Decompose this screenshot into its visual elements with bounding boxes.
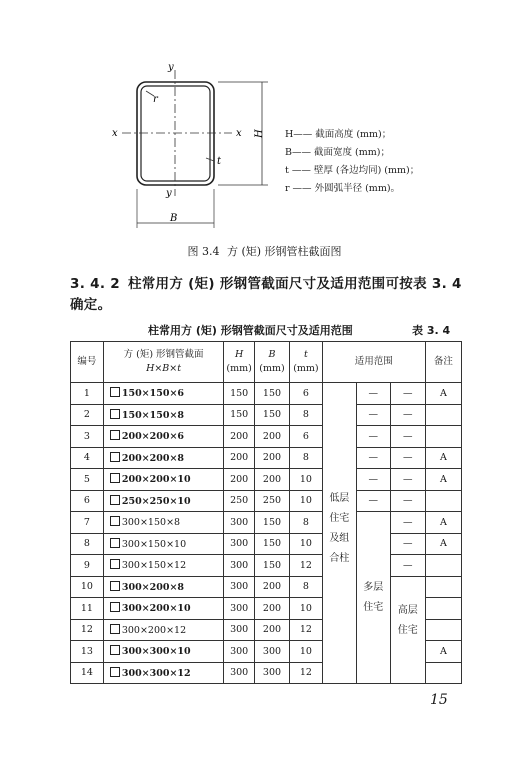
cell-b: 200	[254, 598, 289, 620]
cell-no: 4	[71, 447, 104, 469]
square-icon	[110, 538, 120, 548]
cell-no: 2	[71, 404, 104, 426]
cell-no: 9	[71, 555, 104, 577]
square-icon	[110, 387, 120, 397]
cell-b: 300	[254, 662, 289, 684]
cell-h: 200	[224, 447, 255, 469]
cell-no: 14	[71, 662, 104, 684]
cell-scope-mid-label: 多层 住宅	[356, 512, 390, 684]
square-icon	[110, 581, 120, 591]
label-h: H	[254, 129, 265, 138]
cell-scope-high: —	[390, 512, 425, 534]
cell-section: 200×200×10	[103, 469, 223, 491]
table-number: 表 3. 4	[412, 324, 451, 337]
label-r: r	[153, 94, 158, 105]
cell-section: 300×200×12	[103, 619, 223, 641]
cell-h: 300	[224, 598, 255, 620]
legend-h: H—— 截面高度 (mm)；	[285, 129, 392, 140]
cell-h: 200	[224, 426, 255, 448]
section-paragraph	[70, 274, 470, 316]
square-icon	[110, 409, 120, 419]
square-icon	[110, 473, 120, 483]
cell-t: 12	[290, 662, 323, 684]
cell-section: 300×150×8	[103, 512, 223, 534]
cell-scope-mid: —	[356, 447, 390, 469]
square-icon	[110, 602, 120, 612]
cell-remark: A	[425, 469, 461, 491]
cell-scope-high: —	[390, 469, 425, 491]
cell-no: 7	[71, 512, 104, 534]
label-y-bottom: y	[166, 188, 172, 199]
label-y-top: y	[168, 62, 174, 73]
cell-t: 12	[290, 619, 323, 641]
cell-b: 150	[254, 404, 289, 426]
cell-section: 300×150×10	[103, 533, 223, 555]
cell-scope-high: —	[390, 426, 425, 448]
cell-b: 200	[254, 619, 289, 641]
cell-remark	[425, 619, 461, 641]
label-t: t	[217, 156, 222, 167]
cell-section: 300×200×8	[103, 576, 223, 598]
cell-h: 300	[224, 576, 255, 598]
cell-no: 8	[71, 533, 104, 555]
header-b: B (mm)	[254, 342, 289, 383]
section-table	[70, 341, 462, 684]
cell-remark: A	[425, 641, 461, 663]
cell-remark	[425, 598, 461, 620]
cell-scope-mid: —	[356, 469, 390, 491]
cell-b: 150	[254, 533, 289, 555]
cell-remark: A	[425, 533, 461, 555]
cell-no: 12	[71, 619, 104, 641]
square-icon	[110, 645, 120, 655]
cell-remark: A	[425, 512, 461, 534]
cell-scope-high: —	[390, 555, 425, 577]
cell-no: 10	[71, 576, 104, 598]
cell-t: 6	[290, 383, 323, 405]
label-b: B	[170, 213, 178, 224]
cell-remark	[425, 662, 461, 684]
cell-scope-high: —	[390, 533, 425, 555]
cell-h: 250	[224, 490, 255, 512]
cell-t: 10	[290, 490, 323, 512]
cell-no: 3	[71, 426, 104, 448]
cell-section: 300×300×10	[103, 641, 223, 663]
cell-t: 10	[290, 598, 323, 620]
table-row	[71, 383, 462, 405]
cell-b: 150	[254, 555, 289, 577]
table-row	[71, 533, 462, 555]
table-row	[71, 512, 462, 534]
cell-remark	[425, 555, 461, 577]
section-diagram	[0, 0, 529, 240]
square-icon	[110, 667, 120, 677]
header-t: t (mm)	[290, 342, 323, 383]
table-header-row	[71, 342, 462, 383]
cell-b: 150	[254, 512, 289, 534]
label-x-right: x	[236, 128, 242, 139]
cell-h: 150	[224, 383, 255, 405]
cell-section: 150×150×8	[103, 404, 223, 426]
cell-t: 8	[290, 576, 323, 598]
cell-t: 10	[290, 469, 323, 491]
square-icon	[110, 495, 120, 505]
cell-section: 300×200×10	[103, 598, 223, 620]
cell-scope-mid: —	[356, 383, 390, 405]
table-row	[71, 404, 462, 426]
table-row	[71, 447, 462, 469]
cell-no: 5	[71, 469, 104, 491]
cell-scope-mid: —	[356, 490, 390, 512]
table-row	[71, 469, 462, 491]
legend-b: B—— 截面宽度 (mm)；	[285, 147, 390, 158]
cell-t: 10	[290, 533, 323, 555]
cell-t: 6	[290, 426, 323, 448]
table-row	[71, 576, 462, 598]
square-icon	[110, 430, 120, 440]
cell-t: 12	[290, 555, 323, 577]
section-number: 3. 4. 2	[70, 276, 120, 292]
cell-scope-mid: —	[356, 404, 390, 426]
cell-h: 300	[224, 641, 255, 663]
tube-outer-wall	[137, 82, 214, 185]
header-scope: 适用范围	[322, 342, 425, 383]
cell-b: 300	[254, 641, 289, 663]
square-icon	[110, 516, 120, 526]
table-title: 柱常用方 (矩) 形钢管截面尺寸及适用范围	[148, 324, 353, 337]
cell-no: 13	[71, 641, 104, 663]
cell-remark: A	[425, 383, 461, 405]
header-remark: 备注	[425, 342, 461, 383]
cell-b: 200	[254, 426, 289, 448]
cell-t: 8	[290, 447, 323, 469]
cell-no: 11	[71, 598, 104, 620]
cell-remark	[425, 490, 461, 512]
figure-caption-text: 方 (矩) 形钢管柱截面图	[226, 245, 342, 258]
table-row	[71, 490, 462, 512]
cell-scope-high: —	[390, 383, 425, 405]
table-row	[71, 555, 462, 577]
section-text: 柱常用方 (矩) 形钢管截面尺寸及适用范围可按表 3. 4 确定。	[70, 276, 462, 313]
label-x-left: x	[112, 128, 118, 139]
legend-r: r —— 外圆弧半径 (mm)。	[285, 183, 401, 194]
header-h: H (mm)	[224, 342, 255, 383]
cell-section: 150×150×6	[103, 383, 223, 405]
cell-section: 250×250×10	[103, 490, 223, 512]
cell-scope-high-label: 高层 住宅	[390, 576, 425, 684]
cell-b: 200	[254, 576, 289, 598]
header-no: 编号	[71, 342, 104, 383]
cell-t: 8	[290, 512, 323, 534]
cell-h: 300	[224, 533, 255, 555]
cell-scope-low: 低层 住宅 及组 合柱	[322, 383, 356, 684]
cell-b: 200	[254, 469, 289, 491]
cell-remark: A	[425, 447, 461, 469]
figure-caption-number: 图 3.4	[187, 245, 220, 258]
page-number: 15	[430, 692, 448, 708]
cell-remark	[425, 404, 461, 426]
cell-h: 150	[224, 404, 255, 426]
tube-inner-wall	[141, 86, 210, 181]
cell-b: 200	[254, 447, 289, 469]
header-section: 方 (矩) 形钢管截面 H×B×t	[103, 342, 223, 383]
cell-section: 300×300×12	[103, 662, 223, 684]
cell-section: 200×200×6	[103, 426, 223, 448]
square-icon	[110, 624, 120, 634]
square-icon	[110, 559, 120, 569]
figure-caption	[0, 243, 529, 259]
table-row	[71, 426, 462, 448]
cell-b: 250	[254, 490, 289, 512]
cell-h: 300	[224, 619, 255, 641]
cell-no: 1	[71, 383, 104, 405]
cell-no: 6	[71, 490, 104, 512]
square-icon	[110, 452, 120, 462]
cell-scope-mid: —	[356, 426, 390, 448]
cell-scope-high: —	[390, 404, 425, 426]
legend-t: t —— 壁厚 (各边均同) (mm)；	[285, 165, 420, 176]
cell-h: 300	[224, 512, 255, 534]
cell-section: 200×200×8	[103, 447, 223, 469]
cell-section: 300×150×12	[103, 555, 223, 577]
cell-remark	[425, 576, 461, 598]
cell-t: 10	[290, 641, 323, 663]
cell-h: 200	[224, 469, 255, 491]
cell-scope-high: —	[390, 447, 425, 469]
cell-h: 300	[224, 555, 255, 577]
cell-b: 150	[254, 383, 289, 405]
cell-scope-high: —	[390, 490, 425, 512]
cell-remark	[425, 426, 461, 448]
cell-t: 8	[290, 404, 323, 426]
cell-h: 300	[224, 662, 255, 684]
